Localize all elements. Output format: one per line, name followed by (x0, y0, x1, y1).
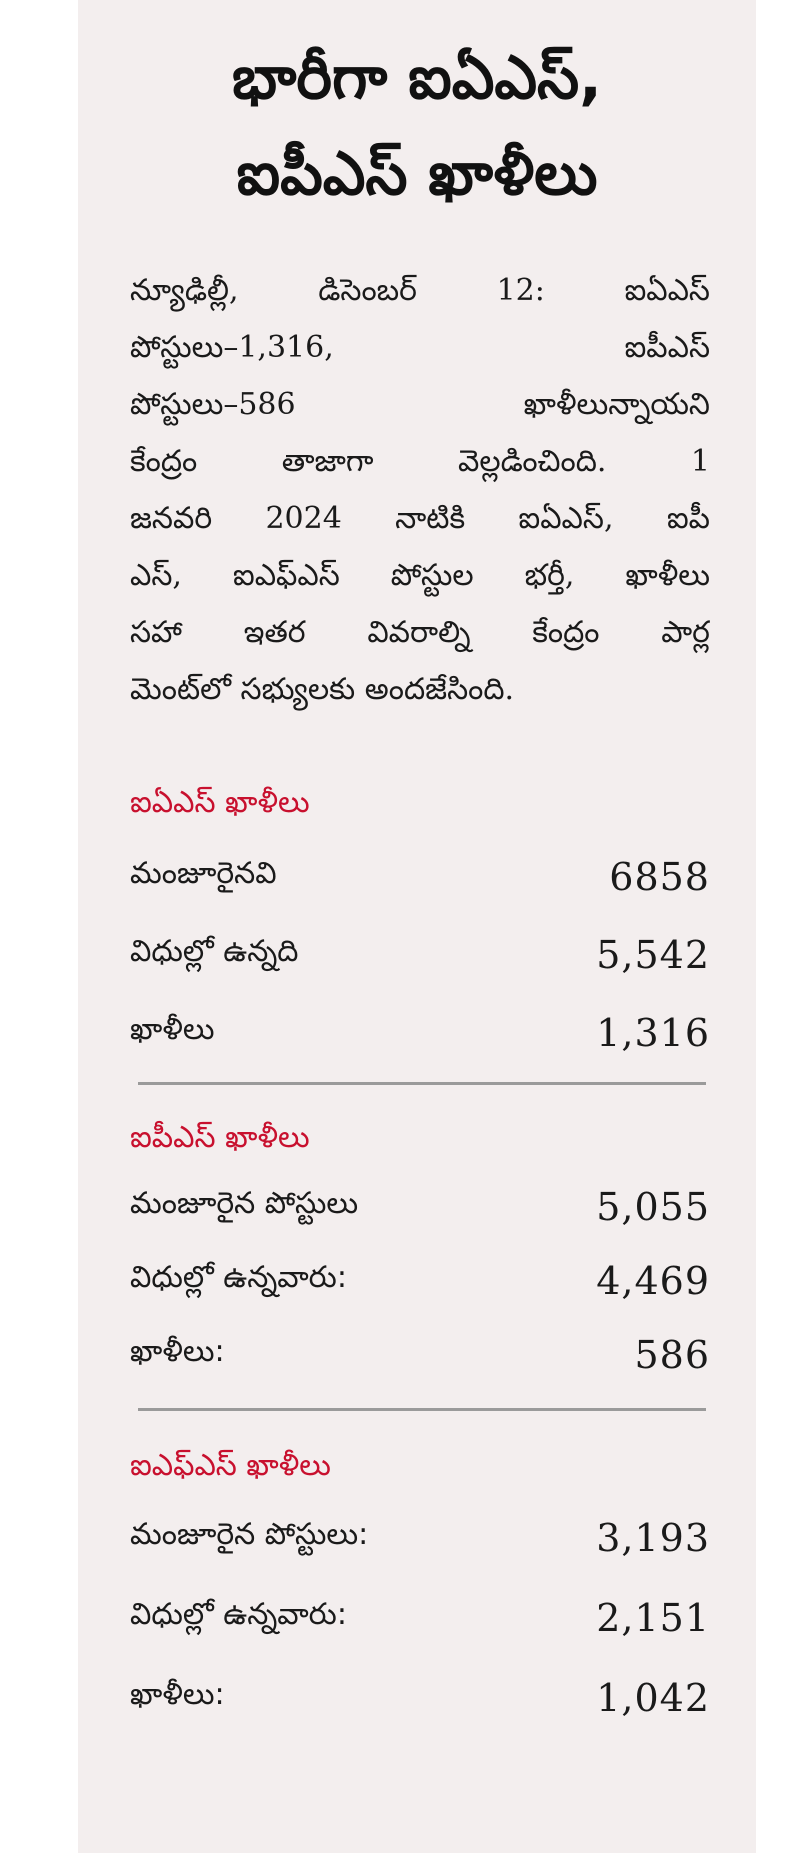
body-word: పార్ల (661, 615, 710, 650)
stat-value: 1,316 (596, 1011, 710, 1055)
body-word: కేంద్రం (130, 444, 198, 479)
stat-label: విధుల్లో ఉన్నది (130, 934, 299, 969)
body-word: జనవరి (130, 501, 213, 536)
body-word: కేంద్రం (532, 615, 600, 650)
stat-label: ఖాళీలు (130, 1012, 215, 1047)
body-line (130, 262, 710, 319)
stat-value: 5,055 (596, 1185, 710, 1229)
ips-vacancies-section (130, 1106, 710, 1392)
body-word: న్యూఢిల్లీ, (130, 273, 239, 308)
headline-line-2: ఐపీఎస్ ఖాళీలు (236, 139, 598, 209)
body-word: ఎస్, (130, 558, 182, 593)
stat-row (130, 916, 710, 994)
body-line (130, 604, 710, 661)
ias-vacancies-section (130, 768, 710, 1072)
body-word: ఖాళీలున్నాయని (523, 387, 710, 422)
stat-value: 1,042 (596, 1676, 710, 1720)
body-word: ఇతర (243, 615, 306, 650)
stat-row (130, 1244, 710, 1318)
body-word: తాజాగా (281, 444, 374, 479)
section-title: ఐఏఎస్ ఖాళీలు (130, 785, 310, 820)
body-word: పోస్టుల (390, 558, 474, 593)
stat-label: విధుల్లో ఉన్నవారు: (130, 1597, 347, 1632)
stat-value: 2,151 (596, 1596, 710, 1640)
news-clipping (78, 0, 756, 1853)
body-line (130, 547, 710, 604)
stat-row (130, 1658, 710, 1738)
headline-line-1: భారీగా ఐఏఎస్, (232, 43, 602, 113)
body-word: ఐఏఎస్ (624, 273, 710, 308)
body-word: వెల్లడించింది. (457, 444, 607, 479)
body-line (130, 433, 710, 490)
stat-label: ఖాళీలు: (130, 1677, 225, 1712)
body-word: ఐపీ (666, 501, 710, 536)
stat-row (130, 1578, 710, 1658)
section-divider (138, 1408, 706, 1411)
body-word: ఐఏఎస్, (518, 501, 614, 536)
body-word: భర్తీ, (524, 558, 575, 593)
body-word: డిసెంబర్ (318, 273, 417, 308)
stat-label: విధుల్లో ఉన్నవారు: (130, 1260, 347, 1295)
stat-value: 5,542 (596, 933, 710, 977)
stat-row (130, 1170, 710, 1244)
body-word: పోస్టులు–586 (130, 387, 296, 422)
section-title: ఐపీఎస్ ఖాళీలు (130, 1120, 310, 1155)
article-body (130, 262, 710, 718)
body-line (130, 661, 710, 718)
body-word: సభ్యులకు (240, 672, 356, 707)
body-word: మెంట్‌లో (130, 672, 231, 707)
body-word: సహా (130, 615, 183, 650)
stat-value: 4,469 (596, 1259, 710, 1303)
body-word: ఐఎఫ్ఎస్ (232, 558, 340, 593)
body-word: నాటికి (395, 501, 466, 536)
stat-value: 586 (634, 1333, 710, 1377)
body-word: ఖాళీలు (625, 558, 710, 593)
ifs-vacancies-section (130, 1434, 710, 1738)
stat-label: మంజూరైన పోస్టులు: (130, 1517, 369, 1552)
section-divider (138, 1082, 706, 1085)
stat-row (130, 838, 710, 916)
stat-label: మంజూరైనవి (130, 856, 277, 891)
body-word: వివరాల్ని (367, 615, 471, 650)
body-word: ఐపీఎస్ (624, 330, 710, 365)
body-word: పోస్టులు–1,316, (130, 330, 334, 365)
body-word: 2024 (265, 501, 342, 536)
body-line (130, 490, 710, 547)
stat-row (130, 994, 710, 1072)
stat-label: ఖాళీలు: (130, 1334, 225, 1369)
headline (78, 30, 756, 222)
body-line (130, 319, 710, 376)
stat-label: మంజూరైన పోస్టులు (130, 1186, 359, 1221)
body-line (130, 376, 710, 433)
body-word: 1 (690, 444, 710, 479)
stat-row (130, 1498, 710, 1578)
section-title: ఐఎఫ్ఎస్ ఖాళీలు (130, 1448, 331, 1483)
body-word: అందజేసింది. (364, 672, 515, 707)
stat-value: 6858 (609, 855, 710, 899)
stat-value: 3,193 (596, 1516, 710, 1560)
body-word: 12: (496, 273, 545, 308)
stat-row (130, 1318, 710, 1392)
